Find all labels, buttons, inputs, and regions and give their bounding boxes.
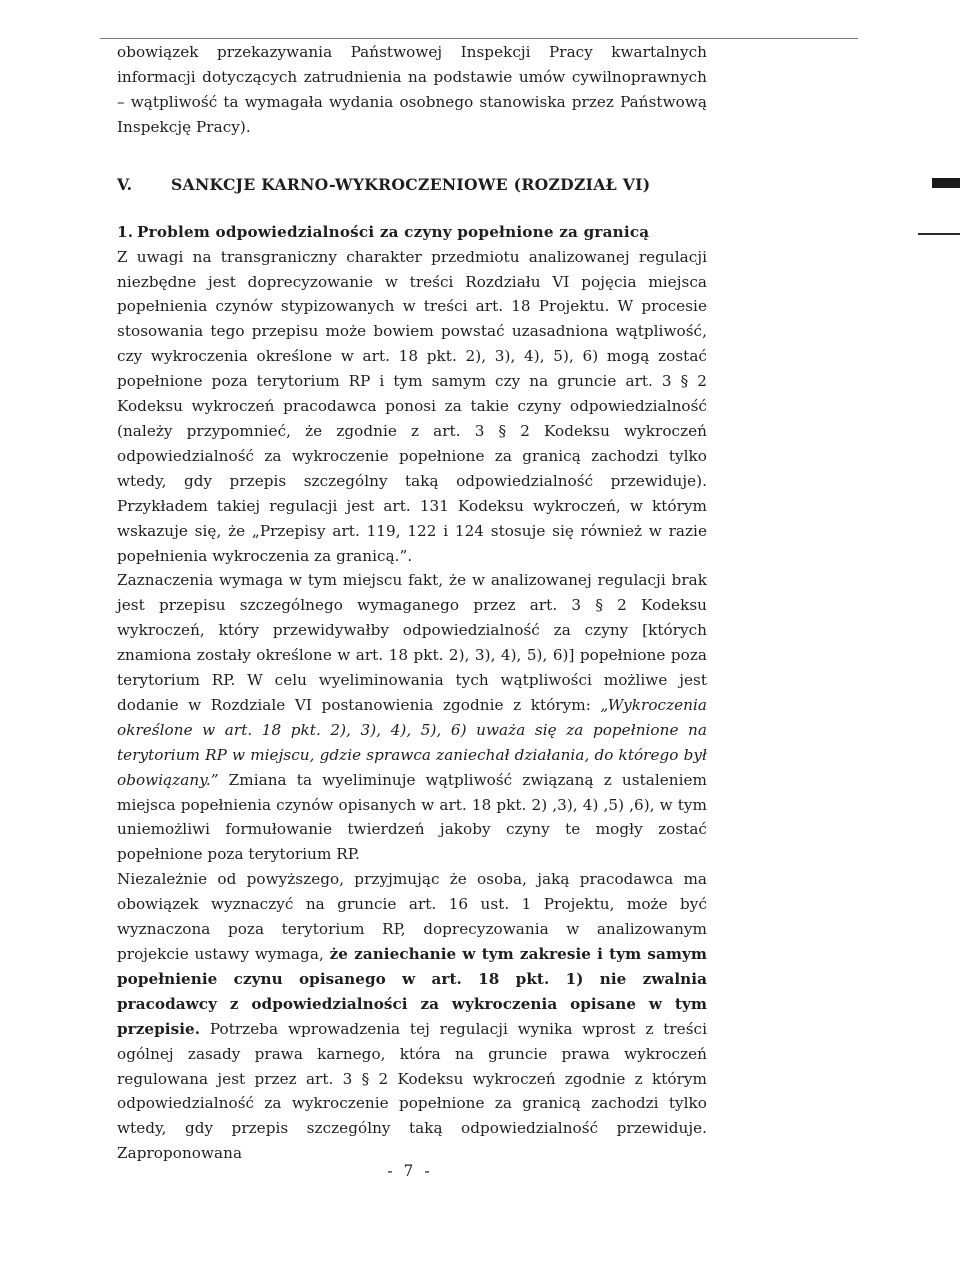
document-body: [117, 40, 707, 1166]
section-title: SANKCJE KARNO-WYKROCZENIOWE (ROZDZIAŁ VI): [171, 174, 651, 194]
paragraph-transboundary: Z uwagi na transgraniczny charakter przedmiotu analizowanej regulacji niezbędne jest doprecyzowanie w treści Rozdziału VI pojęcia miejsca popełnienia czynów stypizowanych w treści art. 18 Projektu. W procesie stosowania tego przepisu może bowiem powstać uzasadniona wątpliwość, czy wykroczenia określone w art. 18 pkt. 2), 3), 4), 5), 6) mogą zostać popełnione poza terytorium RP i tym samym czy na gruncie art. 3 § 2 Kodeksu wykroczeń pracodawca ponosi za takie czyny odpowiedzialność (należy przypomnieć, że zgodnie z art. 3 § 2 Kodeksu wykroczeń odpowiedzialność za wykroczenie popełnione za granicą zachodzi tylko wtedy, gdy przepis szczególny taką odpowiedzialność przewiduje). Przykładem takiej regulacji jest art. 131 Kodeksu wykroczeń, w którym wskazuje się, że „Przepisy art. 119, 122 i 124 stosuje się również w razie popełnienia wykroczenia za granicą.”.: [117, 247, 707, 565]
scan-edge-mark: [932, 178, 960, 188]
subsection-title: Problem odpowiedzialności za czyny popełnione za granicą: [137, 222, 650, 241]
section-heading: [117, 172, 707, 198]
paragraph-proposal: [117, 568, 707, 867]
top-border-line: [100, 38, 858, 39]
section-number: V.: [117, 174, 133, 194]
paragraph-proposal-text-1: Zaznaczenia wymaga w tym miejscu fakt, że w analizowanej regulacji brak jest przepisu szczególnego wymaganego przez art. 3 § 2 Kodeksu wykroczeń, który przewidywałby odpowiedzialność za czyny [których znamiona zostały określone w art. 18 pkt. 2), 3), 4), 5), 6)] popełnione poza terytorium RP. W celu wyeliminowania tych wątpliwości możliwe jest dodanie w Rozdziale VI postanowienia zgodnie z którym:: [117, 571, 707, 714]
emphasized-requirement: że zaniechanie w tym zakresie i tym samym popełnienie czynu opisanego w art. 18 pkt. 1) nie zwalnia pracodawcy z odpowiedzialności za wykroczenia opisane w tym przepisie.: [117, 945, 707, 1038]
paragraph-independent: [117, 867, 707, 1166]
proposed-provision-quote: „Wykroczenia określone w art. 18 pkt. 2), 3), 4), 5), 6) uważa się za popełnione na terytorium RP w miejscu, gdzie sprawca zaniechał działania, do którego był obowiązany.”: [117, 695, 707, 789]
subsection-number: 1.: [117, 222, 134, 241]
paragraph-independent-text-2: Potrzeba wprowadzenia tej regulacji wynika wprost z treści ogólnej zasady prawa karnego, która na gruncie prawa wykroczeń regulowana jest przez art. 3 § 2 Kodeksu wykroczeń zgodnie z którym odpowiedzialność za wykroczenie popełnione za granicą zachodzi tylko wtedy, gdy przepis szczególny taką odpowiedzialność przewiduje. Zaproponowana: [117, 1019, 707, 1163]
paragraph-independent-text-1: Niezależnie od powyższego, przyjmując że osoba, jaką pracodawca ma obowiązek wyznaczyć na gruncie art. 16 ust. 1 Projektu, może być wyznaczona poza terytorium RP, doprecyzowania w analizowanym projekcie ustawy wymaga,: [117, 870, 707, 963]
paragraph-proposal-text-2: Zmiana ta wyeliminuje wątpliwość związaną z ustaleniem miejsca popełnienia czynów opisanych w art. 18 pkt. 2) ,3), 4) ,5) ,6), w tym uniemożliwi formułowanie twierdzeń jakoby czyny te mogły zostać popełnione poza terytorium RP.: [117, 770, 707, 864]
intro-paragraph: obowiązek przekazywania Państwowej Inspekcji Pracy kwartalnych informacji dotyczących zatrudnienia na podstawie umów cywilnoprawnych – wątpliwość ta wymagała wydania osobnego stanowiska przez Państwową Inspekcję Pracy).: [117, 43, 707, 136]
page-number: - 7 -: [387, 1162, 433, 1180]
scan-edge-line: [918, 233, 960, 235]
subsection-heading: [117, 219, 707, 245]
